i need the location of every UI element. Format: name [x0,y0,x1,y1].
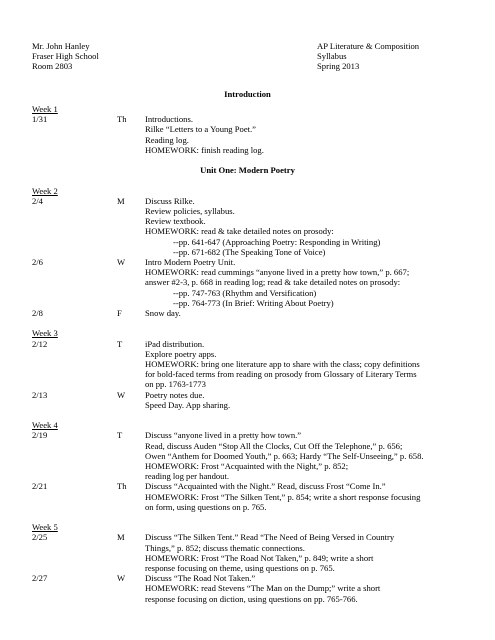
activity-line: HOMEWORK: bring one literature app to share with the class; copy definitions [145,359,420,370]
activity-line: Things,” p. 852; discuss thematic connections. [145,542,305,553]
entry-date: 2/8 [32,308,43,319]
entry-date: 2/27 [32,573,48,584]
section-title: Unit One: Modern Poetry [200,165,295,176]
entry-activities [145,573,472,604]
activity-line: --pp. 747-763 (Rhythm and Versification) [173,287,317,298]
term: Spring 2013 [317,61,360,72]
activity-line: HOMEWORK: read Stevens “The Man on the Dump;” write a short [145,583,381,594]
entry-date: 2/21 [32,481,48,492]
teacher-info [32,41,99,72]
activity-line: Speed Day. App sharing. [145,399,231,410]
entry-date: 1/31 [32,114,48,125]
entry-day: W [117,257,126,268]
activity-line: response focusing on diction, using questions on pp. 765-766. [145,593,358,604]
entry-date: 2/12 [32,338,48,349]
schedule-entry [32,196,472,257]
activity-line: answer #2-3, p. 668 in reading log; read & take detailed notes on prosody: [145,277,401,288]
entry-day: T [117,430,123,441]
teacher-name: Mr. John Hanley [32,41,90,51]
activity-line: on pp. 1763-1773 [145,379,206,390]
activity-line: HOMEWORK: read & take detailed notes on prosody: [145,226,334,237]
activity-line: HOMEWORK: Frost “The Road Not Taken,” p. 849; write a short [145,552,374,563]
activity-line: response focusing on theme, using questions on p. 765. [145,563,335,574]
week-label: Week 2 [32,185,58,196]
entry-date: 2/19 [32,430,48,441]
entry-day: M [117,195,125,206]
activity-line: --pp. 764-773 (In Brief: Writing About Poetry) [173,297,334,308]
schedule-entry [32,390,472,410]
entry-activities [145,532,472,573]
spacer [32,318,472,328]
entry-activities [145,308,472,318]
activity-line: Read, discuss Auden “Stop All the Clocks, Cut Off the Telephone,” p. 656; [145,440,403,451]
activity-line: Snow day. [145,308,181,319]
schedule-entry [32,430,472,481]
week-label: Week 1 [32,104,58,114]
entry-day: F [117,308,122,319]
activity-line: Discuss “Acquainted with the Night.” Read, discuss Frost “Come In.” [145,481,386,492]
schedule-entry [32,257,472,308]
entry-activities [145,430,472,481]
activity-line: Discuss Rilke. [145,195,195,206]
entry-activities [145,196,472,257]
entry-day: M [117,532,125,543]
schedule-entry [32,573,472,604]
entry-activities [145,114,472,155]
activity-line: Introductions. [145,114,193,125]
activity-line: on form, using questions on p. 765. [145,501,267,512]
activity-line: Discuss “The Road Not Taken.” [145,573,256,584]
week-label: Week 3 [32,328,58,339]
activity-line: for bold-faced terms from reading on prosody from Glossary of Literary Terms [145,369,417,380]
schedule-entry [32,339,472,390]
activity-line: Discuss “The Silken Tent.” Read “The Need of Being Versed in Country [145,532,395,543]
entry-activities [145,481,472,512]
room-number: Room 2803 [32,61,73,72]
schedule [32,104,472,604]
entry-day: Th [117,114,127,125]
activity-line: HOMEWORK: finish reading log. [145,144,264,155]
activity-line: HOMEWORK: Frost “Acquainted with the Night,” p. 852; [145,461,349,472]
spacer [32,175,472,185]
schedule-entry [32,532,472,573]
week-label: Week 5 [32,522,58,533]
activity-line: HOMEWORK: read cummings “anyone lived in a pretty how town,” p. 667; [145,267,410,278]
entry-activities [145,339,472,390]
entry-day: W [117,389,126,400]
schedule-entry [32,114,472,155]
school-name: Fraser High School [32,51,99,62]
activity-line: Reading log. [145,134,189,145]
schedule-entry [32,308,472,318]
entry-date: 2/4 [32,195,43,206]
activity-line: Poetry notes due. [145,389,205,400]
course-name: AP Literature & Composition [317,41,420,51]
activity-line: --pp. 671-682 (The Speaking Tone of Voice) [173,246,326,257]
schedule-entry [32,481,472,512]
activity-line: Rilke “Letters to a Young Poet.” [145,124,256,135]
course-info [317,41,419,72]
activity-line: HOMEWORK: Frost “The Silken Tent,” p. 854; write a short response focusing [145,491,421,502]
activity-line: Intro Modern Poetry Unit. [145,257,236,268]
activity-line: --pp. 641-647 (Approaching Poetry: Responding in Writing) [173,236,381,247]
entry-activities [145,257,472,308]
section-title-introduction: Introduction [224,89,271,99]
activity-line: reading log per handout. [145,471,230,482]
activity-line: Review policies, syllabus. [145,206,235,216]
entry-date: 2/6 [32,257,43,268]
spacer [32,155,472,165]
activity-line: Discuss “anyone lived in a pretty how town.” [145,430,302,441]
entry-day: Th [117,481,127,492]
activity-line: Owen “Anthem for Doomed Youth,” p. 663; Hardy “The Self-Unseeing,” p. 658. [145,450,424,461]
document-type: Syllabus [317,51,347,62]
entry-date: 2/25 [32,532,48,543]
spacer [32,512,472,522]
spacer [32,410,472,420]
activity-line: Explore poetry apps. [145,348,217,359]
entry-day: T [117,338,123,349]
entry-day: W [117,573,126,584]
activity-line: iPad distribution. [145,338,205,349]
entry-date: 2/13 [32,389,48,400]
week-label: Week 4 [32,420,58,431]
activity-line: Review textbook. [145,216,206,227]
entry-activities [145,390,472,410]
